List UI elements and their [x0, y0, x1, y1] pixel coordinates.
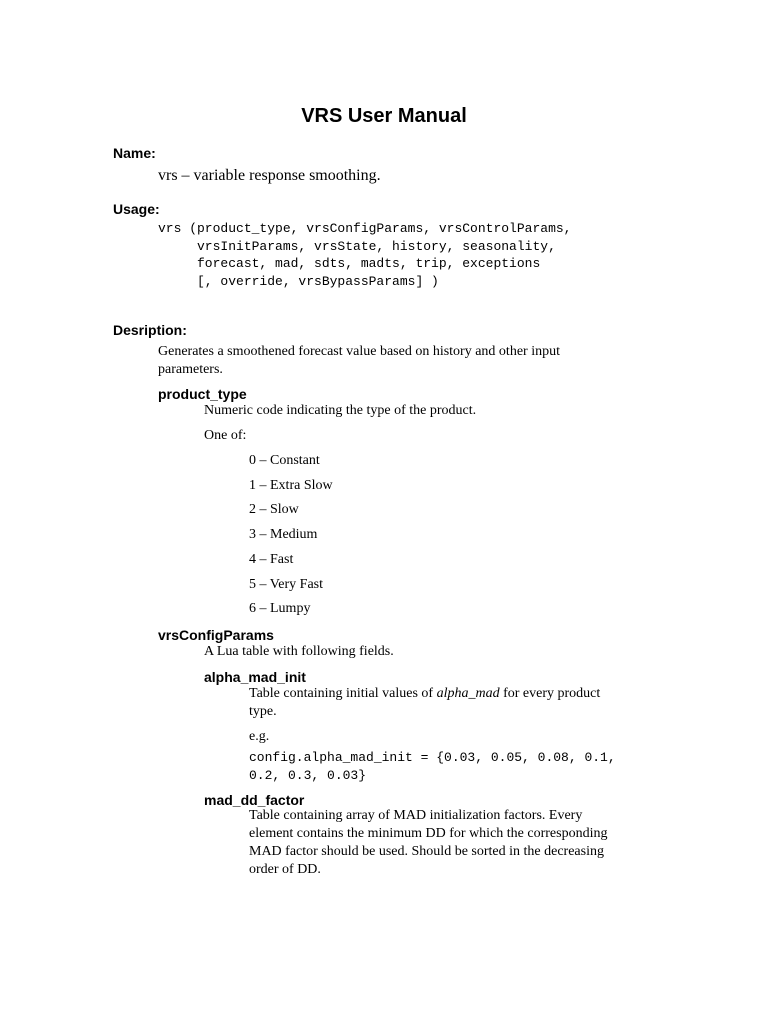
product-type-option: 2 – Slow: [249, 502, 299, 517]
product-type-option: 5 – Very Fast: [249, 577, 324, 592]
mad-dd-factor-description-line-3: MAD factor should be used. Should be sorted in the decreasing: [249, 844, 604, 859]
mad-dd-factor-description-line-4: order of DD.: [249, 862, 321, 877]
usage-heading: Usage:: [113, 201, 160, 217]
vrs-config-params-description: A Lua table with following fields.: [204, 644, 394, 659]
name-text: vrs – variable response smoothing.: [158, 167, 381, 184]
alpha-mad-init-description-line-2: type.: [249, 704, 277, 719]
product-type-heading: product_type: [158, 386, 247, 402]
alpha-mad-init-code-line-1: config.alpha_mad_init = {0.03, 0.05, 0.08, 0.1,: [249, 750, 616, 765]
description-heading: Desription:: [113, 322, 187, 338]
alpha-mad-init-eg: e.g.: [249, 729, 270, 744]
name-heading: Name:: [113, 145, 156, 161]
mad-dd-factor-description-line-2: element contains the minimum DD for which the corresponding: [249, 826, 608, 841]
usage-code-line-4: [, override, vrsBypassParams] ): [158, 273, 439, 289]
mad-dd-factor-heading: mad_dd_factor: [204, 792, 305, 808]
page-title: VRS User Manual: [301, 105, 467, 127]
alpha-mad-init-heading: alpha_mad_init: [204, 669, 306, 685]
description-text-line-2: parameters.: [158, 362, 223, 377]
alpha-mad-term: alpha_mad: [436, 686, 500, 701]
product-type-option: 1 – Extra Slow: [249, 478, 333, 493]
vrs-config-params-heading: vrsConfigParams: [158, 627, 274, 643]
usage-code-line-3: forecast, mad, sdts, madts, trip, exceptions: [158, 256, 541, 271]
product-type-option: 4 – Fast: [249, 552, 294, 567]
alpha-mad-init-description: Table containing initial values of alpha_mad for every product: [249, 686, 601, 701]
product-type-one-of: One of:: [204, 428, 247, 443]
product-type-option: 0 – Constant: [249, 453, 320, 468]
usage-code-line-1: vrs (product_type, vrsConfigParams, vrsControlParams,: [158, 221, 572, 236]
product-type-description: Numeric code indicating the type of the product.: [204, 403, 477, 418]
usage-code-line-2: vrsInitParams, vrsState, history, seasonality,: [158, 238, 556, 254]
mad-dd-factor-description-line-1: Table containing array of MAD initialization factors. Every: [249, 808, 583, 823]
alpha-mad-init-code-line-2: 0.2, 0.3, 0.03}: [249, 767, 367, 783]
product-type-option: 6 – Lumpy: [249, 601, 311, 616]
description-text-line-1: Generates a smoothened forecast value based on history and other input: [158, 344, 560, 359]
product-type-option: 3 – Medium: [249, 527, 318, 542]
